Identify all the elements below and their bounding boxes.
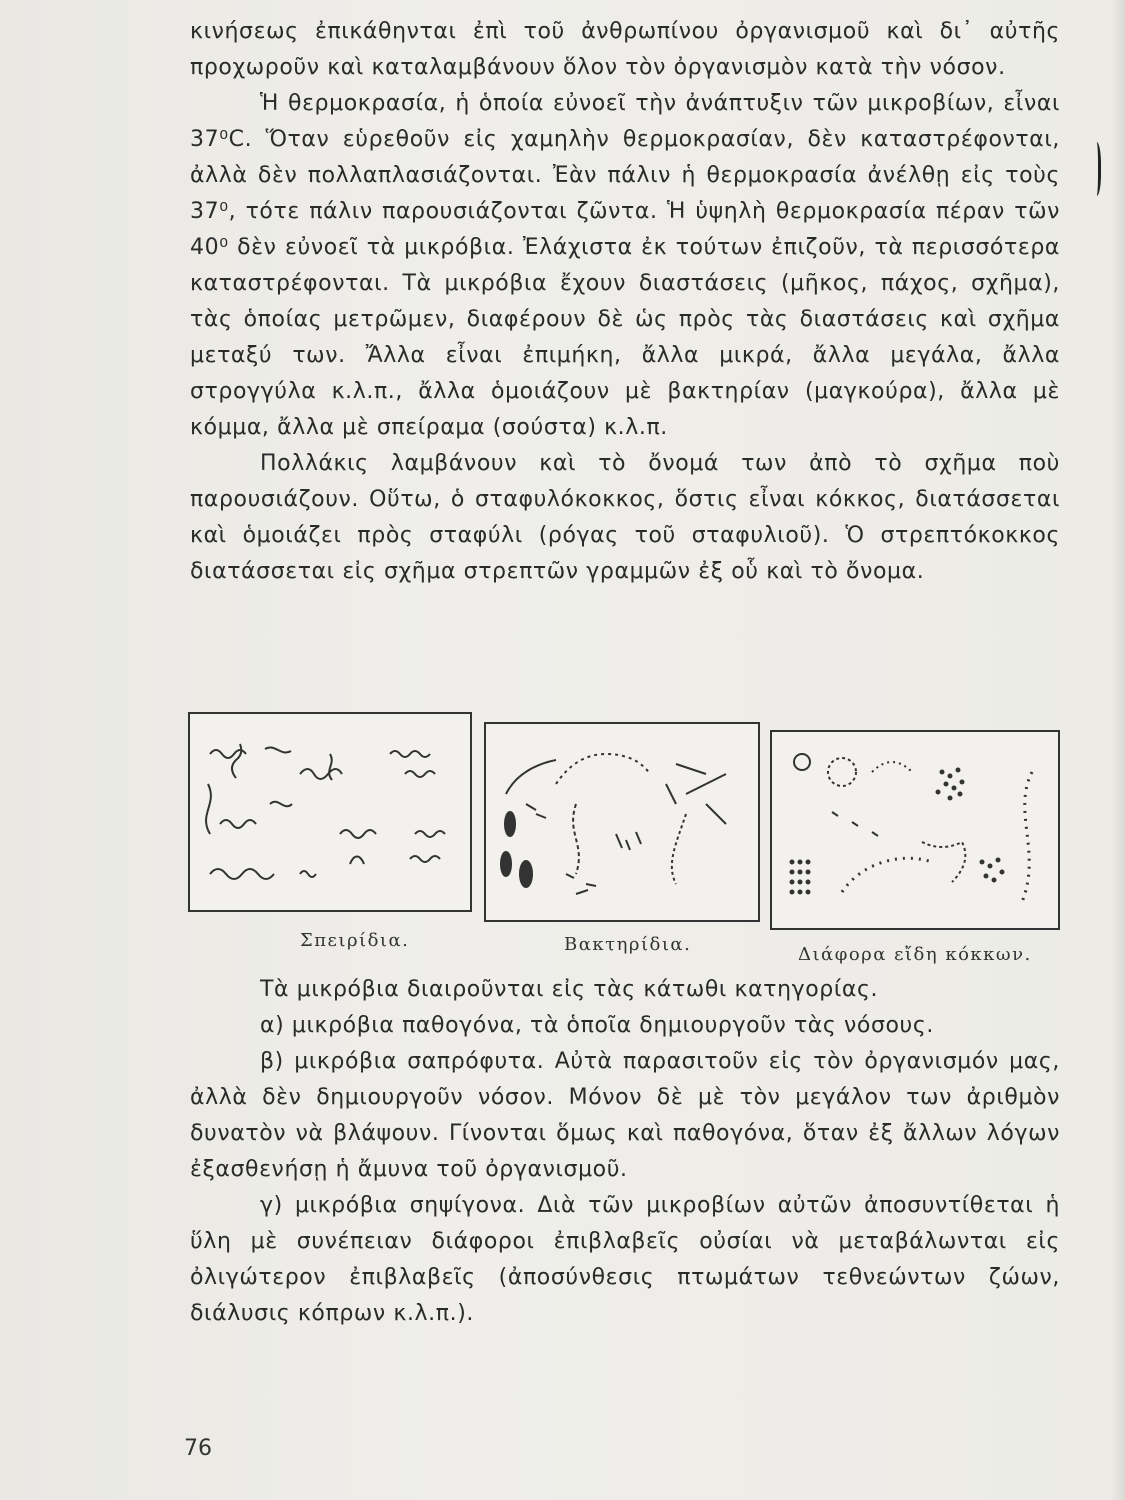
paragraph-names: Πολλάκις λαμβάνουν καὶ τὸ ὄνομά των ἀπὸ τὸ σχῆμα ποὺ παρουσιάζουν. Οὕτω, ὁ σταφυλόκοκκος, ὅστις εἶναι κόκκος, διατάσσεται καὶ ὁμοιάζει πρὸς σταφύλι (ρόγας τοῦ σταφυλιοῦ). Ὁ στρεπτόκοκκος διατάσσεται εἰς σχῆμα στρεπτῶν γραμμῶν ἐξ οὗ καὶ τὸ ὄνομα. bbox=[190, 451, 1060, 584]
top-text-block bbox=[190, 14, 1060, 590]
figure-row bbox=[188, 708, 1060, 968]
caption-cocci: Διάφορα εἴδη κόκκων. bbox=[798, 944, 1032, 965]
bacilli-drawing bbox=[486, 724, 758, 920]
square-dots bbox=[790, 860, 810, 894]
paragraph-temperature: Ἡ θερμοκρασία, ἡ ὁποία εὐνοεῖ τὴν ἀνάπτυξιν τῶν μικροβίων, εἶναι 37⁰C. Ὅταν εὑρεθοῦν εἰς χαμηλὴν θερμοκρασίαν, δὲν καταστρέφονται, ἀλλὰ δὲν πολλαπλασιάζονται. Ἐὰν πάλιν ἡ θερμοκρασία ἀνέλθῃ εἰς τοὺς 37⁰, τότε πάλιν παρουσιάζονται ζῶντα. Ἡ ὑψηλὴ θερμοκρασία πέραν τῶν 40⁰ δὲν εὐνοεῖ τὰ μικρόβια. Ἐλάχιστα ἐκ τούτων ἐπιζοῦν, τὰ περισσότερα καταστρέφονται. Τὰ μικρόβια ἔχουν διαστάσεις (μῆκος, πάχος, σχῆμα), τὰς ὁποίας μετρῶμεν, διαφέρουν δὲ ὡς πρὸς τὰς διαστάσεις καὶ σχῆμα μεταξύ των. Ἄλλα εἶναι ἐπιμήκη, ἄλλα μικρά, ἄλλα μεγάλα, ἄλλα στρογγύλα κ.λ.π., ἄλλα ὁμοιάζουν μὲ βακτηρίαν (μαγκούρα), ἄλλα μὲ κόμμα, ἄλλα μὲ σπείραμα (σούστα) κ.λ.π. bbox=[190, 91, 1060, 440]
paragraph-continuation: κινήσεως ἐπικάθηνται ἐπὶ τοῦ ἀνθρωπίνου ὀργανισμοῦ καὶ δι᾿ αὐτῆς προχωροῦν καὶ καταλαμβάνουν ὅλον τὸν ὀργανισμὸν κατὰ τὴν νόσον. bbox=[190, 19, 1060, 80]
caption-bacilli: Βακτηρίδια. bbox=[564, 934, 692, 955]
paragraph-saprophytic: β) μικρόβια σαπρόφυτα. Αὐτὰ παρασιτοῦν εἰς τὸν ὀργανισμόν μας, ἀλλὰ δὲν δημιουργοῦν νόσον. Μόνον δὲ μὲ τὸν μεγάλον των ἀριθμὸν δυνατὸν νὰ βλάψουν. Γίνονται ὅμως καὶ παθογόνα, ὅταν ἐξ ἄλλων λόγων ἐξασθενήσῃ ἡ ἄμυνα τοῦ ὀργανισμοῦ. bbox=[190, 1049, 1060, 1182]
cluster-dots bbox=[936, 768, 964, 800]
diplo-dots bbox=[980, 858, 1004, 882]
page-edge-shadow bbox=[1111, 0, 1125, 1500]
margin-pencil-mark bbox=[1090, 142, 1101, 196]
spirilla-drawing bbox=[190, 714, 470, 910]
paragraph-categories: Τὰ μικρόβια διαιροῦνται εἰς τὰς κάτωθι κατηγορίας. bbox=[260, 977, 879, 1002]
figure-bacilli bbox=[484, 722, 760, 922]
page-number: 76 bbox=[184, 1436, 212, 1461]
bottom-text-block bbox=[190, 972, 1060, 1332]
caption-spirilla: Σπειρίδια. bbox=[300, 930, 410, 951]
figure-cocci bbox=[770, 730, 1060, 930]
figure-spirilla bbox=[188, 712, 472, 912]
paragraph-pathogenic: α) μικρόβια παθογόνα, τὰ ὁποῖα δημιουργοῦν τὰς νόσους. bbox=[260, 1013, 934, 1038]
cocci-drawing bbox=[772, 732, 1058, 928]
paragraph-putrefactive: γ) μικρόβια σηψίγονα. Διὰ τῶν μικροβίων αὐτῶν ἀποσυντίθεται ἡ ὕλη μὲ συνέπειαν διάφοροι ἐπιβλαβεῖς οὐσίαι νὰ μεταβάλωνται εἰς ὀλιγώτερον ἐπιβλαβεῖς (ἀποσύνθεσις πτωμάτων τεθνεώντων ζώων, διάλυσις κόπρων κ.λ.π.). bbox=[190, 1193, 1060, 1326]
